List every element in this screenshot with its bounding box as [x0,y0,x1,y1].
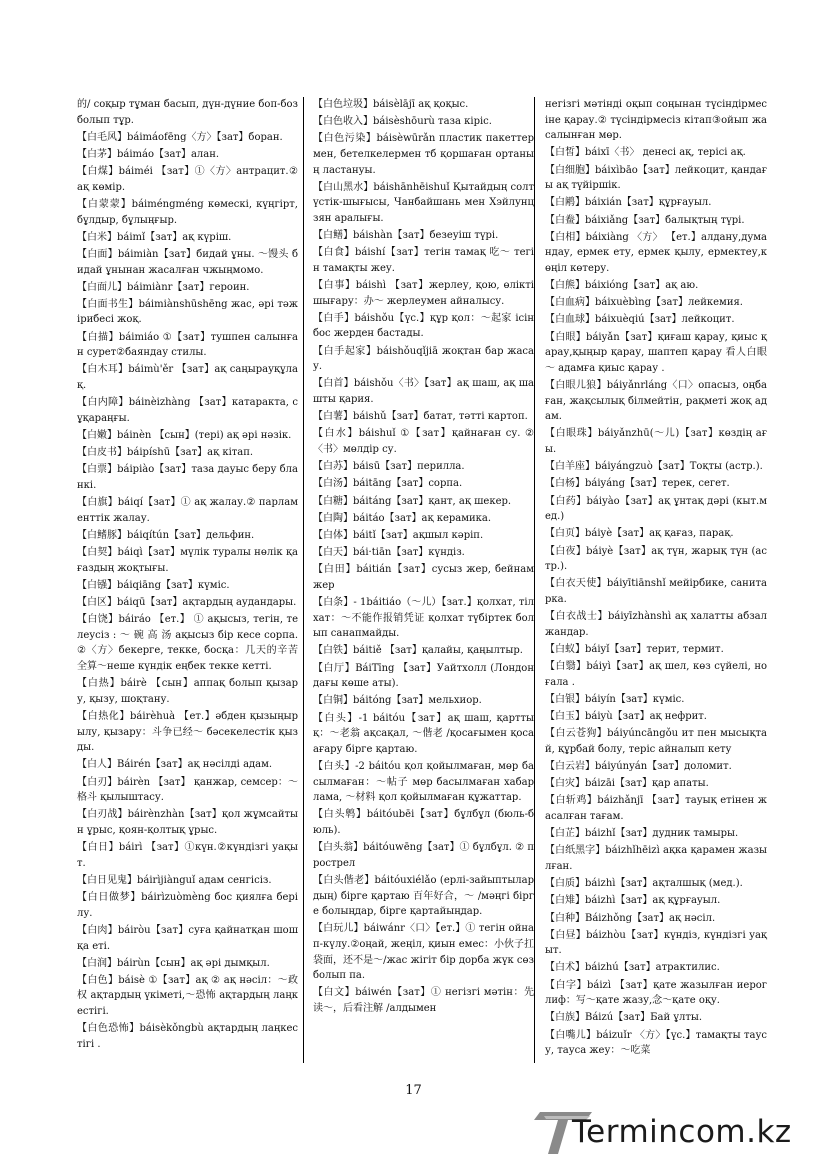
dictionary-entry: 【白面书生】báimiànshūshēng жас, әрі тәжірибесі жоқ. [77,298,298,326]
dictionary-entry: 【白色垃圾】báisèlājī ақ қоқыс. [313,99,469,110]
dictionary-entry: 【白水】báishuǐ ①【зат】қайнаған су. ②〈书〉мөлдір су. [313,428,534,455]
dictionary-entry: 【白区】báiqū【зат】ақтардың аудандары. [77,597,297,609]
dictionary-entry: 【白玉】báiyù【зат】ақ нефрит. [545,711,707,723]
dictionary-entry: 【白页】báiyè【зат】ақ қағаз, парақ. [545,528,734,540]
dictionary-entry: 【白日】báirì 【зат】①күн.②күндізгі уақыт. [77,842,298,869]
dictionary-entry: 【白头鹎】báitóubēi【зат】бұлбұл (бюль-бюль). [313,809,534,836]
dictionary-entry: 【白热】báirè 【сын】аппақ болып қызару, қызу, шоқтану. [77,678,298,705]
dictionary-entry: 【白饶】báiráo 【ет.】 ① ақысыз, тегін, телеусіз : ～ 碗 高 汤 ақысыз бір кесе сорпа.②〈方〉бекерге, текке, босқа：几天的辛苦全算～неше күндік еңбек текке кетті. [77,614,298,673]
dictionary-entry: 【白斩鸡】báizhǎnjī 【зат】тауық етінен жасалған тағам. [545,795,767,822]
column-divider [534,97,535,1063]
dictionary-entry: 【白药】báiyào【зат】ақ ұнтақ дәрі (кыт.мед.) [545,495,767,523]
dictionary-entry: 【白日做梦】báirìzuòmèng бос қиялға берілу. [77,892,298,919]
dictionary-entry: 【白煤】báiméi 【зат】①〈方〉антрацит.②ақ көмір. [77,166,298,193]
dictionary-entry: 【白人】Báirén【зат】ақ нәсілді адам. [77,759,273,771]
dictionary-entry: 【白眼儿狼】báiyǎnrláng〈口〉опасыз, оңбаған, жақсылық білмейтін, рақметі жоқ адам. [545,380,767,423]
dictionary-entry: 【白皙】báixī〈书〉 денесі ақ, терісі ақ. [545,147,746,159]
dictionary-entry: 【白内障】báinèizhàng 【зат】катаракта, сұқараңғы. [77,397,298,424]
dictionary-entry: 【白木耳】báimù'ěr 【зат】ақ саңырауқұлақ. [77,364,298,392]
dictionary-entry: 【白热化】báirèhuà 【ет.】әбден қызыңырылу, қызару：斗争已经～ бәсекелестік қызды. [77,711,298,754]
dictionary-entry: 【白面】báimiàn【зат】бидай ұны. ～馒头 бидай ұнынан жасалған чжыңмомо. [77,248,298,276]
dictionary-entry: 【白云岩】báiyúnyán【зат】доломит. [545,761,732,772]
dictionary-entry: 【白手起家】báishǒuqǐjiā жоқтан бар жасау. [313,345,534,373]
column-divider [303,97,304,1063]
dictionary-entry: 【白皮书】báipíshū【зат】ақ кітап. [77,447,254,459]
dictionary-entry: 【白细胞】báixìbāo【зат】лейкоцит, қандағы ақ түйіршік. [545,164,767,192]
dictionary-entry: 【白色收入】báisèshōurù таза кіріс. [313,116,492,128]
dictionary-entry: 【白汤】báitāng【зат】сорпа. [313,478,463,490]
dictionary-entry: 【白蒙蒙】báiméngméng көмескі, күңгірт, бұлдыр, бұлыңғыр. [77,198,298,226]
dictionary-entry: 【白昼】báizhòu【зат】күндіз, күндізгі уақыт. [545,929,767,957]
dictionary-entry: 【白血病】báixuèbìng【зат】лейкемия. [545,297,743,309]
dictionary-entry: 【白事】báishì 【зат】жерлеу, қою, өлікті шығару：办～ жерлеумен айналысу. [313,280,534,307]
dictionary-entry: 【白头】-1 báitóu【зат】ақ шаш, қарттық：～老翁 ақсақал, ～偕老 /қосағымен қоса ағару бірге қартаю. [313,712,534,755]
dictionary-entry: 【白润】báirùn【сын】ақ әрі дымқыл. [77,957,270,969]
dictionary-entry: 【白衣战士】báiyīzhànshì ақ халатты абзал жандар. [545,611,767,638]
dictionary-entry: 【白头】-2 báitóu қол қойылмаған, мөр басылмаған：～帖子 мөр басылмаған хабарлама, ～材料 қол қойылмаған құжаттар. [313,761,534,804]
dictionary-entry: 【白肉】báiròu【зат】суға қайнатқан шошқа еті. [77,924,298,952]
dictionary-entry: 【白刃】báirèn 【зат】 қанжар, семсер：～格斗 қылыштасу. [77,776,298,804]
dictionary-entry: 【白茅】báimáo【зат】алан. [77,148,220,160]
dictionary-entry: 【白鳝】báishàn【зат】безеуіш түрі. [313,230,499,242]
dictionary-entry: 【白票】báipiào【зат】таза дауыс беру бланкі. [77,464,298,491]
dictionary-entry: 【白芷】báizhǐ【зат】дудник тамыры. [545,828,739,840]
dictionary-entry: 【白描】báimiáo ①【зат】тушпен салынған сурет②баяндау стилы. [77,331,298,359]
dictionary-entry: 【白云苍狗】báiyúncāngǒu ит пен мысықтай, құрбай болу, теріс айналып кету [545,728,767,755]
dictionary-entry: 【白陶】báitáo【зат】ақ керамика. [313,512,492,524]
dictionary-entry: 【白头偕老】báitóuxiélǎo (ерлі-зайыптылардың) бірге қартаю 百年好合，～ /мәңгі бірге болыңдар, бірге қартайыңдар. [313,874,534,918]
dictionary-entry: 【白糖】báitáng【зат】қант, ақ шекер. [313,495,512,507]
dictionary-entry: 【白条】- 1báitiáo（～儿）【зат.】қолхат, тілхат：～不能作报销凭证 қолхат түбіртек болып санапмайды. [313,597,534,640]
dictionary-entry: 【白鳍豚】báiqítún【зат】дельфин. [77,529,255,541]
dictionary-entry: 【白面儿】báimiànr【зат】героин. [77,281,250,293]
dictionary-column-left [77,97,298,1054]
dictionary-entry: 【白熊】báixióng【зат】ақ аю. [545,280,699,292]
dictionary-entry: 【白玩儿】báiwánr〈口〉【ет.】① тегін ойнап-күлу.②оңай, жеңіл, қиын емес：小伙子扛袋面，还不是～/жас жігіт бір дорба жүк сөз болып па. [313,923,534,982]
dictionary-entry: 【白山黑水】báishānhēishuǐ Қытайдың солтүстік-шығысы, Чанбайшань мен Хэйлунцзян аралығы. [313,181,534,224]
dictionary-entry: 【白血球】báixuèqiú【зат】лейкоцит. [545,314,735,326]
dictionary-entry: 【白田】báitián【зат】сусыз жер, бейнам жер [313,564,534,591]
dictionary-entry: негізгі мәтінді оқып соңынан түсіндірмесіне қарау.② түсіндірмесіз кітап③ойып жасалынған мөр. [545,99,767,142]
dictionary-entry: 【白嫩】báinèn 【сын】(тері) ақ әрі нәзік. [77,430,292,441]
dictionary-entry: 【白杨】báiyáng【зат】терек, сегет. [545,478,730,490]
dictionary-entry: 【白刃战】báirènzhàn【зат】қол жұмсайтын ұрыс, қоян-қолтық ұрыс. [77,809,298,836]
dictionary-entry: 【白衣天使】báiyītiānshǐ мейірбике, санитарка. [545,578,767,605]
dictionary-entry: 【白色恐怖】báisèkǒngbù ақтардың лаңкестігі . [77,1023,298,1050]
dictionary-entry: 【白苏】báisū【зат】перилла. [313,461,465,473]
dictionary-entry: 【白铁】báitiě 【зат】қалайы, қаңылтыр. [313,645,523,657]
dictionary-entry: 【白嘴儿】báizuǐr 〈方〉【үс.】тамақты таусу, тауса жеу：～吃菜 [545,1029,767,1057]
dictionary-entry: 【白灾】báizāi【зат】қар апаты. [545,778,709,790]
dictionary-entry: 【白手】báishǒu【үс.】құр қол：～起家 ісін бос жерден бастады. [313,312,534,340]
dictionary-entry: 【白纸黑字】báizhǐhēizì ақка қарамен жазылған. [545,845,767,872]
dictionary-entry: 【白色】báisè ①【зат】ақ ② ақ нәсіл：～政权 ақтардың үкіметі,～恐怖 ақтардың лаңкестігі. [77,974,298,1018]
dictionary-entry: 【白日见鬼】báirìjiànguǐ адам сенгісіз. [77,874,272,886]
dictionary-entry: 的/ соқыр тұман басып, дүн-дүние боп-боз болып тұр. [77,99,298,126]
dictionary-entry: 【白薯】báishǔ【зат】батат, тәтті картоп. [313,411,528,423]
dictionary-entry: 【白鲞】báixiǎng【зат】балықтың түрі. [545,214,745,226]
dictionary-entry: 【白银】báiyín【зат】күміс. [545,693,685,705]
dictionary-entry: 【白天】bái·tiān【зат】күндіз. [313,547,465,559]
dictionary-entry: 【白厅】BáiTīng 【зат】Уайтхолл (Лондондағы көше аты). [313,662,534,690]
dictionary-column-right [545,97,767,1060]
logo-text: Termincom.kz [572,1114,792,1150]
dictionary-entry: 【白鹇】báixián【зат】құрғауыл. [545,197,712,209]
dictionary-entry: 【白食】báishí【зат】тегін тамақ 吃～ тегін тамақты жеу. [313,247,534,274]
dictionary-entry: 【白色污染】báisèwūrǎn пластик пакеттермен, бетелкелермен тб қоршаған ортаның ластануы. [313,133,534,176]
dictionary-entry: 【白镪】báiqiāng【зат】күміс. [77,579,230,591]
dictionary-entry: 【白铜】báitóng【зат】мельхиор. [313,695,482,707]
dictionary-entry: 【白相】báixiàng 〈方〉 【ет.】алдану,думандау, ермек ету, ермек қылу, ермектеу,көңіл көтеру. [545,231,767,274]
dictionary-entry: 【白旗】báiqí【зат】① ақ жалау.② парламенттік жалау. [77,497,298,524]
dictionary-column-middle [313,97,534,1018]
dictionary-entry: 【白翳】báiyì【зат】ақ шел, көз сүйелі, ноғала . [545,661,767,688]
dictionary-entry: 【白族】Báizú【зат】Бай ұлты. [545,1012,702,1024]
dictionary-entry: 【白种】Báizhǒng【зат】ақ нәсіл. [545,912,716,924]
dictionary-entry: 【白羊座】báiyángzuò【зат】Тоқты (астр.). [545,461,763,473]
dictionary-entry: 【白夜】báiyè【зат】ақ түн, жарық түн (астр.). [545,545,767,573]
page-number: 17 [405,1083,422,1098]
dictionary-entry: 【白契】báiqì【зат】мүлік туралы нөлік қағаздың жоқтығы. [77,547,298,574]
dictionary-entry: 【白蚁】báiyǐ【зат】терит, термит. [545,643,724,655]
dictionary-entry: 【白雉】báizhì【зат】ақ құрғауыл. [545,895,721,907]
dictionary-entry: 【白头翁】báitóuwēng【зат】① бұлбұл. ② прострел [313,842,534,869]
dictionary-entry: 【白毛风】báimáofēng〈方〉【зат】боран. [77,131,283,143]
termincom-logo[interactable] [532,1108,812,1158]
dictionary-entry: 【白首】báishǒu〈书〉【зат】ақ шаш, ақ шашты қария. [313,378,534,406]
dictionary-entry: 【白文】báiwén【зат】① негізгі мәтін：先读～，后看注解 /алдымен [313,987,534,1014]
dictionary-entry: 【白眼】báiyǎn【зат】қиғаш қарау, қиыс қарау,қыңыр қарау, шаптеп қарау 看人白眼～ адамға қиыс қарау . [545,331,767,374]
dictionary-entry: 【白米】báimǐ【зат】ақ күріш. [77,231,232,243]
dictionary-entry: 【白体】báitǐ【зат】ақшыл кәріп. [313,529,484,541]
dictionary-entry: 【白质】báizhì【зат】ақталшық (мед.). [545,878,743,890]
dictionary-entry: 【白眼珠】báiyǎnzhū(～儿)【зат】көздің ағы. [545,428,767,455]
dictionary-entry: 【白术】báizhú【зат】атрактилис. [545,962,720,974]
dictionary-entry: 【白字】báizì 【зат】қате жазылған иероглиф：写～қате жазу,念～қате оқу. [545,979,767,1007]
